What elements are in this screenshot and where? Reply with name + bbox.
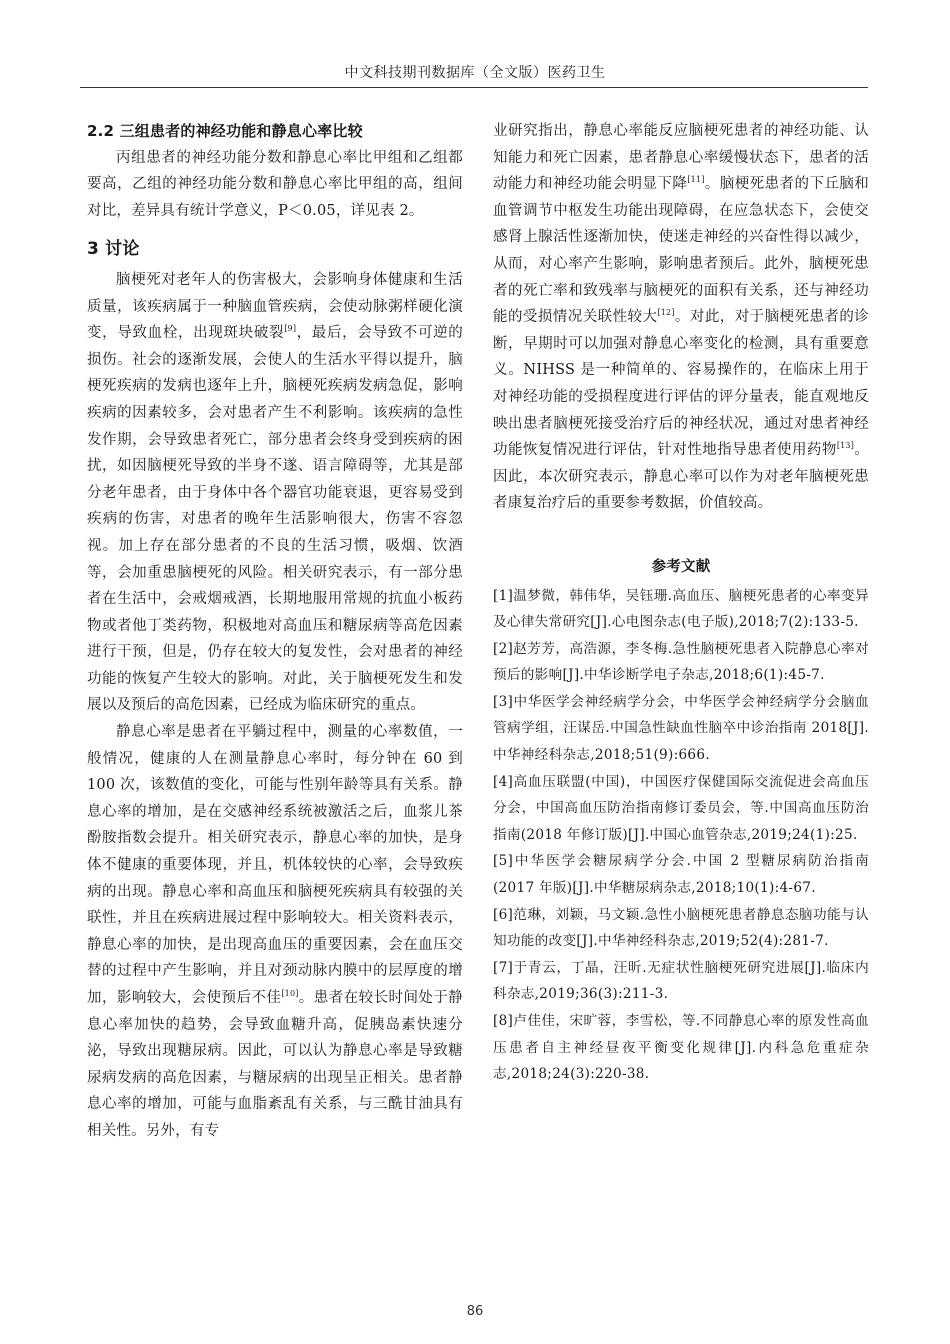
section-2-2-paragraph: 丙组患者的神经功能分数和静息心率比甲组和乙组都要高，乙组的神经功能分数和静息心率比甲组的高，组间对比，差异具有统计学意义，P＜0.05，详见表 2。	[87, 149, 463, 219]
reference-item: [6]范琳，刘颖，马文颖.急性小脑梗死患者静息态脑功能与认知功能的改变[J].中华神经科杂志,2019;52(4):281-7.	[493, 906, 869, 950]
left-column	[87, 118, 463, 1145]
discussion-paragraph-1-part-a: 脑梗死对老年人的伤害极大，会影响身体健康和生活质量，该疾病属于一种脑血管疾病，会使动脉粥样硬化演变，导致血栓，出现斑块破裂	[87, 271, 463, 342]
reference-item: [4]高血压联盟(中国)，中国医疗保健国际交流促进会高血压分会，中国高血压防治指南修订委员会，等.中国高血压防治指南(2018 年修订版)[J].中国心血管杂志,2019;24(1):25.	[493, 773, 869, 843]
right-column	[493, 118, 869, 1088]
discussion-paragraph-3-part-c: 。对此，对于脑梗死患者的诊断，早期时可以加强对静息心率变化的检测，具有重要意义。NIHSS 是一种简单的、容易操作的，在临床上用于对神经功能的受损程度进行评估的评分量表，能直观地反映出患者脑梗死接受治疗后的神经状况，通过对患者神经功能恢复情况进行评估，针对性地指导患者使用药物	[493, 309, 869, 459]
discussion-paragraph-3-part-b: 。脑梗死患者的下丘脑和血管调节中枢发生功能出现障碍，在应急状态下，会使交感肾上腺活性逐渐加快，使迷走神经的兴奋性得以减少，从而，对心率产生影响，影响患者预后。此外，脑梗死患者的死亡率和致残率与脑梗死的面积有关系，还与神经功能的受损情况关联性较大	[493, 176, 869, 326]
journal-header: 中文科技期刊数据库（全文版）医药卫生	[344, 65, 606, 81]
discussion-paragraph-2-part-b: 。患者在较长时间处于静息心率加快的趋势，会导致血糖升高，促胰岛素快速分泌，导致出现糖尿病。因此，可以认为静息心率是导致糖尿病发病的高危因素，与糖尿病的出现呈正相关。患者静息心率的增加，可能与血脂紊乱有关系，与三酰甘油具有相关性。另外，有专	[87, 990, 463, 1139]
discussion-paragraph-3-part-a: 业研究指出，静息心率能反应脑梗死患者的神经功能、认知能力和死亡因素，患者静息心率缓慢状态下，患者的活动能力和神经功能会明显下降	[493, 123, 869, 193]
header-divider	[80, 87, 868, 88]
reference-item: [8]卢佳佳，宋旷蓉，李雪松，等.不同静息心率的原发性高血压患者自主神经昼夜平衡变化规律[J].内科急危重症杂志,2018;24(3):220-38.	[493, 1013, 869, 1083]
page-number: 86	[466, 1304, 484, 1319]
discussion-paragraph-3	[493, 118, 869, 517]
discussion-paragraph-2-part-a: 静息心率是患者在平躺过程中，测量的心率数值，一般情况，健康的人在测量静息心率时，每分钟在 60 到 100 次，该数值的变化，可能与性别年龄等具有关系。静息心率的增加，是在交感神经系统被激活之后，血浆儿茶酚胺指数会提升。相关研究表示，静息心率的加快，是身体不健康的重要体现，并且，机体较快的心率，会导致疾病的出现。静息心率和高血压和脑梗死疾病具有较强的关联性，并且在疾病进展过程中影响较大。相关资料表示，静息心率的加快，是出现高血压的重要因素，会在血压交替的过程中产生影响，并且对颈动脉内膜中的层厚度的增加，影响较大，会使预后不佳	[87, 724, 463, 1006]
reference-item: [2]赵芳芳，高浩源，李冬梅.急性脑梗死患者入院静息心率对预后的影响[J].中华诊断学电子杂志,2018;6(1):45-7.	[493, 640, 869, 684]
discussion-paragraph-1-part-b: ，最后，会导致不可逆的损伤。社会的逐渐发展，会使人的生活水平得以提升，脑梗死疾病的发病也逐年上升，脑梗死疾病发病急促，影响疾病的因素较多，会对患者产生不利影响。该疾病的急性发作期，会导致患者死亡，部分患者会终身受到疾病的困扰，如因脑梗死导致的半身不遂、语言障碍等，尤其是部分老年患者，由于身体中各个器官功能衰退，更容易受到疾病的伤害，对患者的晚年生活影响很大，伤害不容忽视。加上存在部分患者的不良的生活习惯，吸烟、饮酒等，会加重患脑梗死的风险。相关研究表示，有一部分患者在生活中，会戒烟戒酒，长期地服用常规的抗血小板药物或者他丁类药物，积极地对高血压和糖尿病等高危因素进行干预，但是，仍存在较大的复发性，会对患者的神经功能的恢复产生较大的影响。对此，关于脑梗死发生和发展以及预后的高危因素，已经成为临床研究的重点。	[87, 325, 463, 714]
references-title: 参考文献	[651, 558, 711, 575]
citation-12[interactable]: [12]	[657, 308, 675, 318]
section-2-2-heading: 2.2 三组患者的神经功能和静息心率比较	[87, 122, 363, 140]
reference-item: [3]中华医学会神经病学分会，中华医学会神经病学分会脑血管病学组，汪谋岳.中国急性缺血性脑卒中诊治指南 2018[J].中华神经科杂志,2018;51(9):666.	[493, 693, 869, 764]
citation-11[interactable]: [11]	[687, 175, 705, 185]
section-3-heading: 3 讨论	[87, 239, 140, 260]
reference-item: [5]中华医学会糖尿病学分会.中国 2 型糖尿病防治指南(2017 年版)[J].中华糖尿病杂志,2018;10(1):4-67.	[493, 853, 869, 897]
citation-9[interactable]: [9]	[284, 324, 297, 334]
reference-item: [7]于青云，丁晶，汪昕.无症状性脑梗死研究进展[J].临床内科杂志,2019;36(3):211-3.	[493, 959, 869, 1003]
discussion-paragraph-1	[87, 267, 463, 719]
citation-13[interactable]: [13]	[836, 441, 855, 451]
discussion-paragraph-3-part-d: 。因此，本次研究表示，静息心率可以作为对老年脑梗死患者康复治疗后的重要参考数据，价值较高。	[493, 442, 869, 512]
discussion-paragraph-2	[87, 719, 463, 1145]
reference-item: [1]温梦微，韩伟华，吴钰珊.高血压、脑梗死患者的心率变异及心律失常研究[J].心电图杂志(电子版),2018;7(2):133-5.	[493, 587, 869, 631]
citation-10[interactable]: [10]	[281, 989, 299, 998]
